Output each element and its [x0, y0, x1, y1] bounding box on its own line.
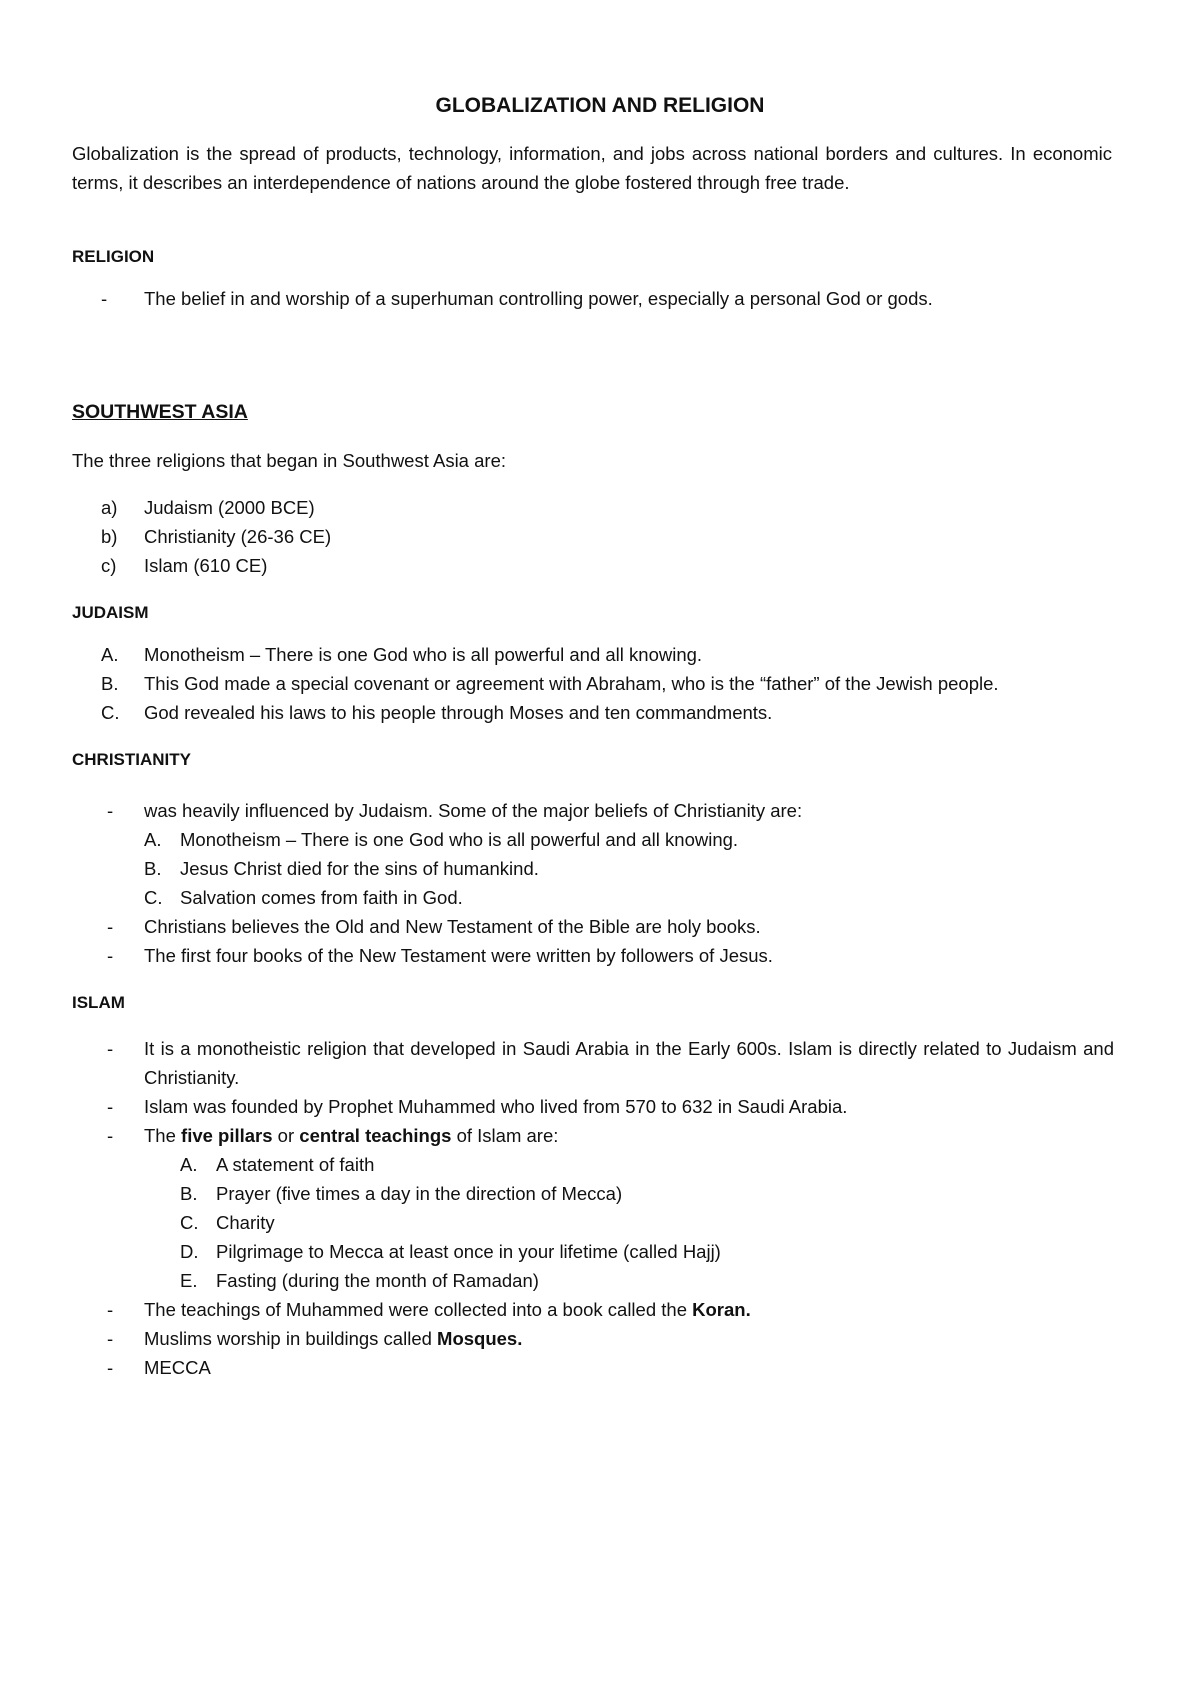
list-item — [0, 1295, 1200, 1324]
list-item-text: Monotheism – There is one God who is all powerful and all knowing. — [180, 829, 739, 850]
list-marker: b) — [101, 526, 118, 547]
list-item — [0, 1266, 1200, 1295]
list-item — [0, 1092, 1200, 1121]
list-item-text: Monotheism – There is one God who is all powerful and all knowing. — [144, 644, 703, 665]
list-item — [0, 284, 1200, 313]
list-item — [0, 796, 1200, 825]
list-marker: C. — [101, 702, 120, 723]
bold-text: Koran. — [692, 1299, 751, 1320]
bold-text: five pillars — [181, 1125, 273, 1146]
list-marker: A. — [180, 1154, 198, 1175]
list-item — [0, 493, 1200, 522]
list-marker: - — [107, 1038, 114, 1059]
judaism-heading: JUDAISM — [72, 603, 149, 622]
list-item-text: Judaism (2000 BCE) — [144, 497, 315, 518]
list-item-text: This God made a special covenant or agreement with Abraham, who is the “father” of the Jewish people. — [144, 673, 999, 694]
list-item-text: Islam (610 CE) — [144, 555, 268, 576]
list-marker: - — [101, 288, 108, 309]
list-item — [0, 698, 1200, 727]
list-item — [0, 1324, 1200, 1353]
list-item-text: Islam was founded by Prophet Muhammed who lived from 570 to 632 in Saudi Arabia. — [144, 1096, 848, 1117]
list-marker: E. — [180, 1270, 198, 1291]
list-item-text: Fasting (during the month of Ramadan) — [216, 1270, 539, 1291]
list-marker: D. — [180, 1241, 199, 1262]
list-marker: B. — [101, 673, 119, 694]
text-run: Muslims worship in buildings called — [144, 1328, 438, 1349]
list-item — [0, 1150, 1200, 1179]
list-item — [0, 1121, 1200, 1150]
list-item — [0, 1034, 1200, 1092]
text-run: The — [144, 1125, 182, 1146]
list-item-text — [144, 1295, 751, 1324]
list-marker: B. — [180, 1183, 198, 1204]
list-item-text: Christians believes the Old and New Testament of the Bible are holy books. — [144, 916, 761, 937]
text-run: or — [272, 1125, 300, 1146]
list-item-text: Jesus Christ died for the sins of humankind. — [180, 858, 539, 879]
list-item-text: Salvation comes from faith in God. — [180, 887, 463, 908]
list-marker: - — [107, 1096, 114, 1117]
list-item-text: Prayer (five times a day in the direction of Mecca) — [216, 1183, 623, 1204]
list-item-text: A statement of faith — [216, 1154, 375, 1175]
list-marker: - — [107, 1357, 114, 1378]
list-item — [0, 883, 1200, 912]
text-run: The teachings of Muhammed were collected into a book called the — [144, 1299, 693, 1320]
list-item — [0, 941, 1200, 970]
list-item — [0, 1208, 1200, 1237]
list-item — [0, 1353, 1200, 1382]
list-item-text: Christianity (26-36 CE) — [144, 526, 332, 547]
list-item — [0, 854, 1200, 883]
list-marker: C. — [180, 1212, 199, 1233]
list-marker: B. — [144, 858, 162, 879]
list-item-text: God revealed his laws to his people through Moses and ten commandments. — [144, 702, 773, 723]
list-item — [0, 669, 1200, 698]
list-marker: - — [107, 916, 114, 937]
bold-text: central teachings — [299, 1125, 452, 1146]
list-marker: - — [107, 1328, 114, 1349]
list-item-text: The belief in and worship of a superhuman controlling power, especially a personal God or gods. — [144, 288, 933, 309]
list-item-text — [144, 1121, 558, 1150]
list-marker: - — [107, 945, 114, 966]
list-item-text: Pilgrimage to Mecca at least once in your lifetime (called Hajj) — [216, 1241, 721, 1262]
list-item — [0, 551, 1200, 580]
list-item — [0, 640, 1200, 669]
list-marker: C. — [144, 887, 163, 908]
list-item-text — [144, 1324, 522, 1353]
list-marker: - — [107, 800, 114, 821]
list-marker: - — [107, 1299, 114, 1320]
text-run: of Islam are: — [451, 1125, 559, 1146]
intro-paragraph: Globalization is the spread of products, technology, information, and jobs across national borders and cultures. In economic terms, it describes an interdependence of nations around the globe fostered through free trade. — [72, 143, 1112, 193]
list-item-text: MECCA — [144, 1357, 211, 1378]
religion-heading: RELIGION — [72, 247, 155, 266]
list-item — [0, 1179, 1200, 1208]
southwest-asia-lead: The three religions that began in Southwest Asia are: — [72, 450, 506, 471]
list-item-text: The first four books of the New Testament were written by followers of Jesus. — [144, 945, 773, 966]
list-item-text: Charity — [216, 1212, 275, 1233]
list-marker: a) — [101, 497, 118, 518]
list-item — [0, 1237, 1200, 1266]
list-item-text: was heavily influenced by Judaism. Some of the major beliefs of Christianity are: — [144, 800, 803, 821]
bold-text: Mosques. — [437, 1328, 523, 1349]
list-item — [0, 912, 1200, 941]
southwest-asia-heading: SOUTHWEST ASIA — [72, 401, 248, 423]
christianity-heading: CHRISTIANITY — [72, 750, 191, 769]
islam-heading: ISLAM — [72, 993, 125, 1012]
document-title: GLOBALIZATION AND RELIGION — [435, 94, 765, 117]
list-item — [0, 825, 1200, 854]
list-marker: - — [107, 1125, 114, 1146]
list-item — [0, 522, 1200, 551]
list-marker: A. — [101, 644, 119, 665]
list-marker: c) — [101, 555, 117, 576]
list-marker: A. — [144, 829, 162, 850]
list-item-text: It is a monotheistic religion that developed in Saudi Arabia in the Early 600s. Islam is directly related to Judaism and Christianity. — [144, 1038, 1114, 1088]
